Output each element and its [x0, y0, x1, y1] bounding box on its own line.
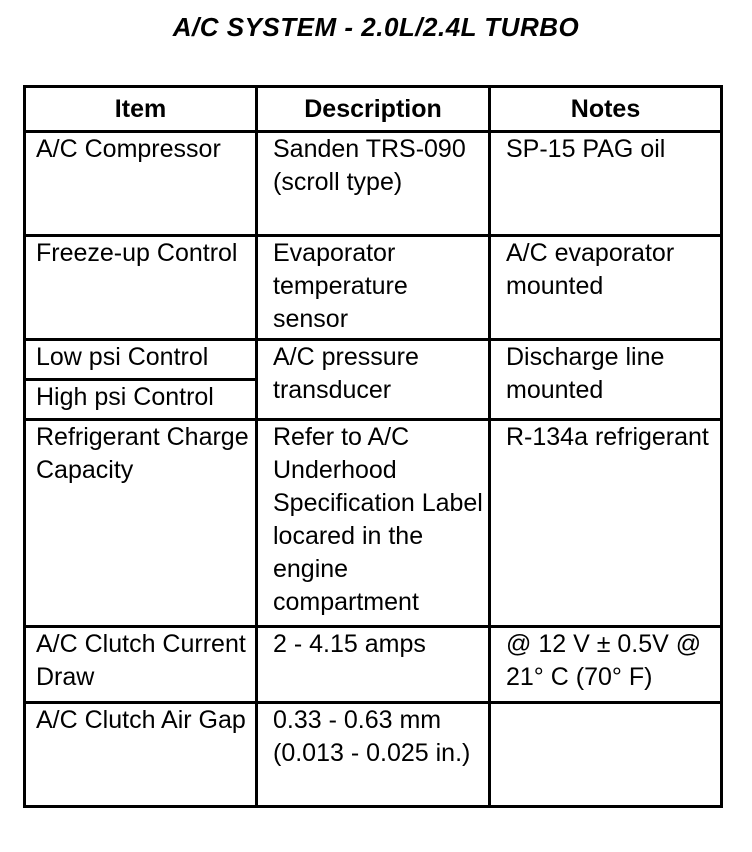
header-notes: Notes: [490, 87, 722, 132]
header-description: Description: [257, 87, 490, 132]
notes-cell: [490, 703, 722, 807]
page-title: A/C SYSTEM - 2.0L/2.4L TURBO: [172, 12, 580, 42]
table-row: [25, 340, 722, 380]
item-cell: A/C Compressor: [25, 132, 257, 236]
description-cell: Evaporator temperature sensor: [257, 236, 490, 340]
header-item: Item: [25, 87, 257, 132]
notes-cell: A/C evaporator mounted: [490, 236, 722, 340]
notes-cell: SP-15 PAG oil: [490, 132, 722, 236]
item-cell: Freeze-up Control: [25, 236, 257, 340]
table-row: [25, 236, 722, 340]
description-cell: Sanden TRS-090 (scroll type): [257, 132, 490, 236]
item-cell: High psi Control: [25, 380, 257, 420]
description-cell: A/C pressure transducer: [257, 340, 490, 420]
description-cell: Refer to A/C Underhood Specification Label locared in the engine compartment: [257, 420, 490, 627]
notes-cell: @ 12 V ± 0.5V @ 21° C (70° F): [490, 627, 722, 703]
spec-table: [23, 85, 723, 808]
table-row: [25, 627, 722, 703]
description-cell: 0.33 - 0.63 mm (0.013 - 0.025 in.): [257, 703, 490, 807]
description-cell: 2 - 4.15 amps: [257, 627, 490, 703]
notes-cell: Discharge line mounted: [490, 340, 722, 420]
table-row: [25, 132, 722, 236]
table-row: [25, 420, 722, 627]
table-row: [25, 703, 722, 807]
notes-cell: R-134a refrigerant: [490, 420, 722, 627]
item-cell: A/C Clutch Air Gap: [25, 703, 257, 807]
item-cell: Low psi Control: [25, 340, 257, 380]
item-cell: A/C Clutch Current Draw: [25, 627, 257, 703]
table-header-row: [25, 87, 722, 132]
item-cell: Refrigerant Charge Capacity: [25, 420, 257, 627]
